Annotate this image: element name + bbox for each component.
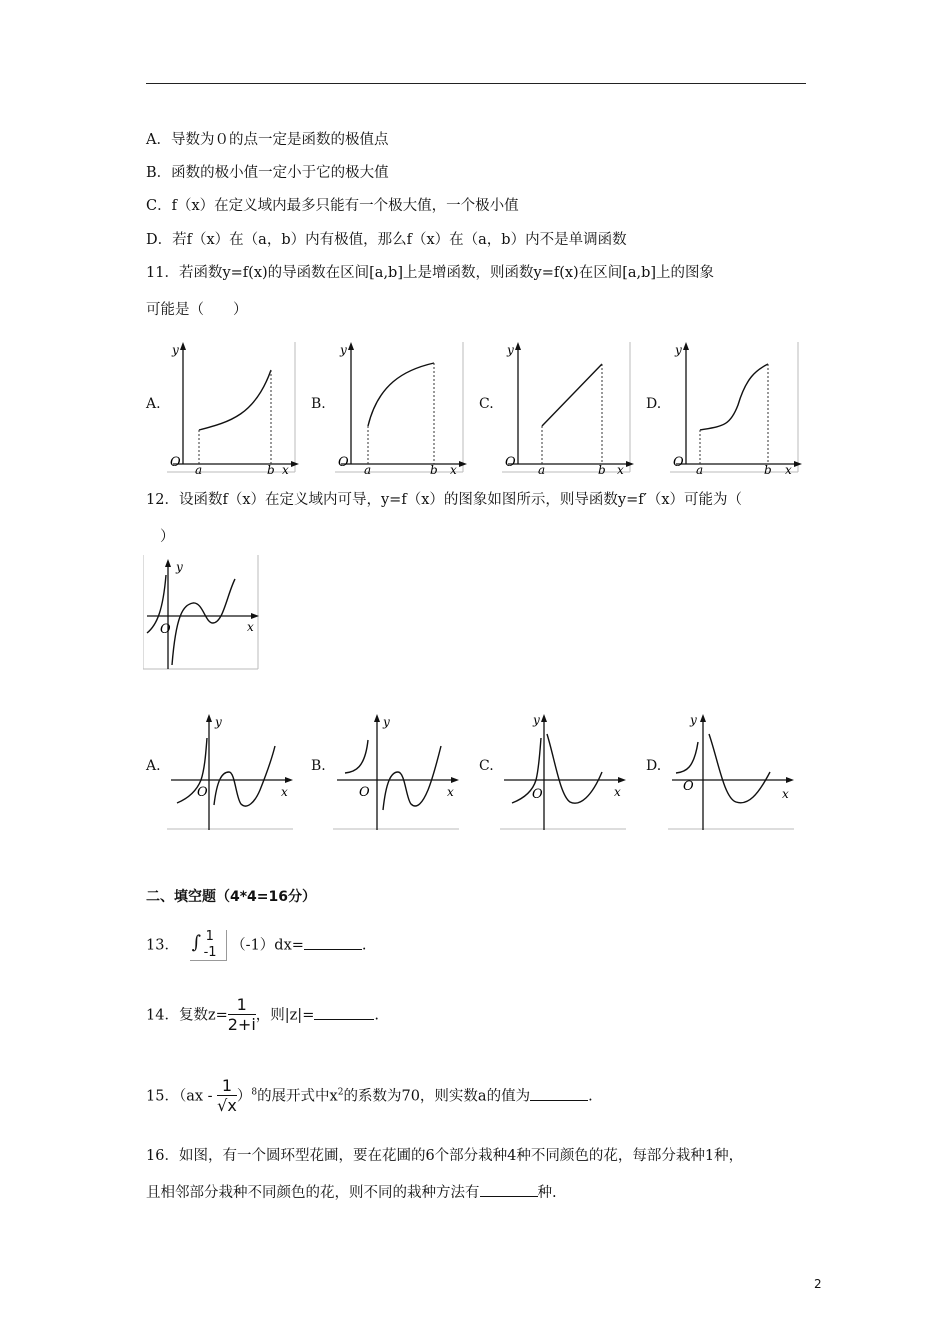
- q13-upper-limit: 1: [205, 929, 214, 944]
- q12d-origin: O: [683, 779, 694, 794]
- q10-option-b: B．函数的极小值一定小于它的极大值: [146, 165, 389, 181]
- q12-stem-line1: 12．设函数f（x）在定义域内可导，y=f（x）的图象如图所示，则导函数y=f′（x）可能为（: [146, 492, 743, 508]
- q14-mid: ，则|z|=: [255, 1007, 315, 1024]
- q11b-origin: O: [338, 455, 349, 470]
- q11d-origin: O: [673, 455, 684, 470]
- q16-line1: 16．如图，有一个圆环型花圃，要在花圃的6个部分栽种4种不同颜色的花，每部分栽种1种，: [146, 1148, 744, 1164]
- q11-stem-line2: 可能是（ ）: [146, 302, 248, 318]
- q11a-origin: O: [170, 455, 181, 470]
- header-rule: [146, 83, 806, 84]
- q14-prefix: 14．复数z=: [146, 1007, 228, 1024]
- q11c-a-label: a: [538, 463, 546, 475]
- q13-integrand: （-1）dx=: [231, 937, 304, 954]
- q11a-a-label: a: [195, 463, 203, 475]
- q12-stem-line2: ）: [160, 529, 175, 545]
- q12-label-a: A.: [146, 758, 161, 774]
- q11b-x-label: x: [450, 463, 457, 475]
- q16-line2-post: 种.: [537, 1185, 557, 1201]
- q14-answer-blank[interactable]: [314, 1005, 374, 1020]
- q11b-a-label: a: [364, 463, 372, 475]
- q13-integral-sign: ∫: [191, 932, 201, 953]
- q11-label-a: A.: [146, 396, 161, 412]
- q11-label-d: D.: [646, 396, 662, 412]
- q15-power: 8: [251, 1087, 258, 1098]
- q15-sqrt-sign: √: [217, 1096, 228, 1115]
- q12-given-graph: [143, 555, 261, 671]
- q16-answer-blank[interactable]: [480, 1182, 538, 1197]
- q15-prefix: 15．（ax -: [146, 1088, 213, 1105]
- q10-option-a: A．导数为０的点一定是函数的极值点: [146, 132, 389, 148]
- q11-stem-line1: 11．若函数y=f(x)的导函数在区间[a,b]上是增函数，则函数y=f(x)在区间[a,b]上的图象: [146, 265, 715, 281]
- q11c-origin: O: [505, 455, 516, 470]
- q12c-y: y: [533, 713, 540, 727]
- q15-suffix2: 的系数为70，则实数a的值为: [343, 1088, 531, 1105]
- q15-radicand: x: [227, 1096, 237, 1115]
- q14-period: .: [374, 1007, 379, 1024]
- q12c-x: x: [614, 785, 621, 799]
- q15-numerator: 1: [217, 1077, 237, 1096]
- q12a-y: y: [215, 715, 222, 729]
- q12b-y: y: [383, 715, 390, 729]
- q15-period: .: [588, 1088, 593, 1105]
- q13-line: [146, 930, 367, 961]
- q11c-b-label: b: [598, 463, 606, 475]
- q12d-y: y: [690, 713, 697, 727]
- q15-answer-blank[interactable]: [530, 1086, 588, 1101]
- q11a-x-label: x: [282, 463, 289, 475]
- q14-line: [146, 996, 379, 1035]
- q13-number: 13．: [146, 937, 179, 954]
- q12b-origin: O: [359, 785, 370, 800]
- q15-denominator: [217, 1096, 237, 1116]
- q11d-b-label: b: [764, 463, 772, 475]
- q12-label-b: B.: [311, 758, 326, 774]
- q12-label-c: C.: [479, 758, 494, 774]
- section-2-title: 二、填空题（4*4=16分）: [146, 889, 317, 905]
- q14-numerator: 1: [228, 996, 256, 1015]
- q12-graph-a: [167, 710, 295, 832]
- q12-graph-b: [333, 710, 461, 832]
- q11c-y-label: y: [507, 343, 514, 357]
- q14-denominator: 2+i: [227, 1015, 256, 1034]
- q11-label-c: C.: [479, 396, 494, 412]
- q14-fraction: [228, 996, 256, 1035]
- q15-suffix: 的展开式中x: [257, 1088, 338, 1105]
- q11-label-b: B.: [311, 396, 326, 412]
- q12a-x: x: [281, 785, 288, 799]
- q10-option-d: D．若f（x）在（a，b）内有极值，那么f（x）在（a，b）内不是单调函数: [146, 232, 627, 248]
- q15-square: 2: [337, 1087, 344, 1098]
- q12-graph-d: [668, 710, 796, 832]
- q11-graph-a: [165, 340, 300, 475]
- q12-label-d: D.: [646, 758, 662, 774]
- q12-graph-c: [500, 710, 628, 832]
- q11-graph-b: [333, 340, 468, 475]
- q12a-origin: O: [197, 785, 208, 800]
- q11d-y-label: y: [675, 343, 682, 357]
- q15-line: 15．（ax - $\frac{1}{√x}$ ）$^8$的展开式中$x^2$的系数为70，则实数a的值为 .: [146, 1076, 593, 1115]
- q11d-a-label: a: [696, 463, 704, 475]
- q11c-x-label: x: [617, 463, 624, 475]
- q13-answer-blank[interactable]: [304, 935, 362, 950]
- q11a-y-label: y: [172, 343, 179, 357]
- q12-given-x: x: [247, 620, 254, 634]
- q11b-y-label: y: [340, 343, 347, 357]
- q11d-x-label: x: [785, 463, 792, 475]
- q12d-x: x: [782, 787, 789, 801]
- q13-lower-limit: -1: [203, 945, 217, 960]
- q15-fraction: [217, 1077, 237, 1116]
- q11-graph-c: [500, 340, 635, 475]
- q13-integral-box: [190, 930, 227, 961]
- q11-graph-d: [668, 340, 803, 475]
- page-number: 2: [814, 1277, 822, 1291]
- q13-period: .: [361, 937, 367, 954]
- q12-given-y: y: [176, 560, 183, 574]
- q16-line2: [146, 1181, 557, 1202]
- q12-given-origin: O: [160, 622, 171, 637]
- q16-line2-pre: 且相邻部分栽种不同颜色的花，则不同的栽种方法有: [146, 1185, 480, 1201]
- q12b-x: x: [447, 785, 454, 799]
- q10-option-c: C．f（x）在定义域内最多只能有一个极大值，一个极小值: [146, 198, 519, 214]
- q11a-b-label: b: [267, 463, 275, 475]
- q11b-b-label: b: [430, 463, 438, 475]
- q12c-origin: O: [532, 787, 543, 802]
